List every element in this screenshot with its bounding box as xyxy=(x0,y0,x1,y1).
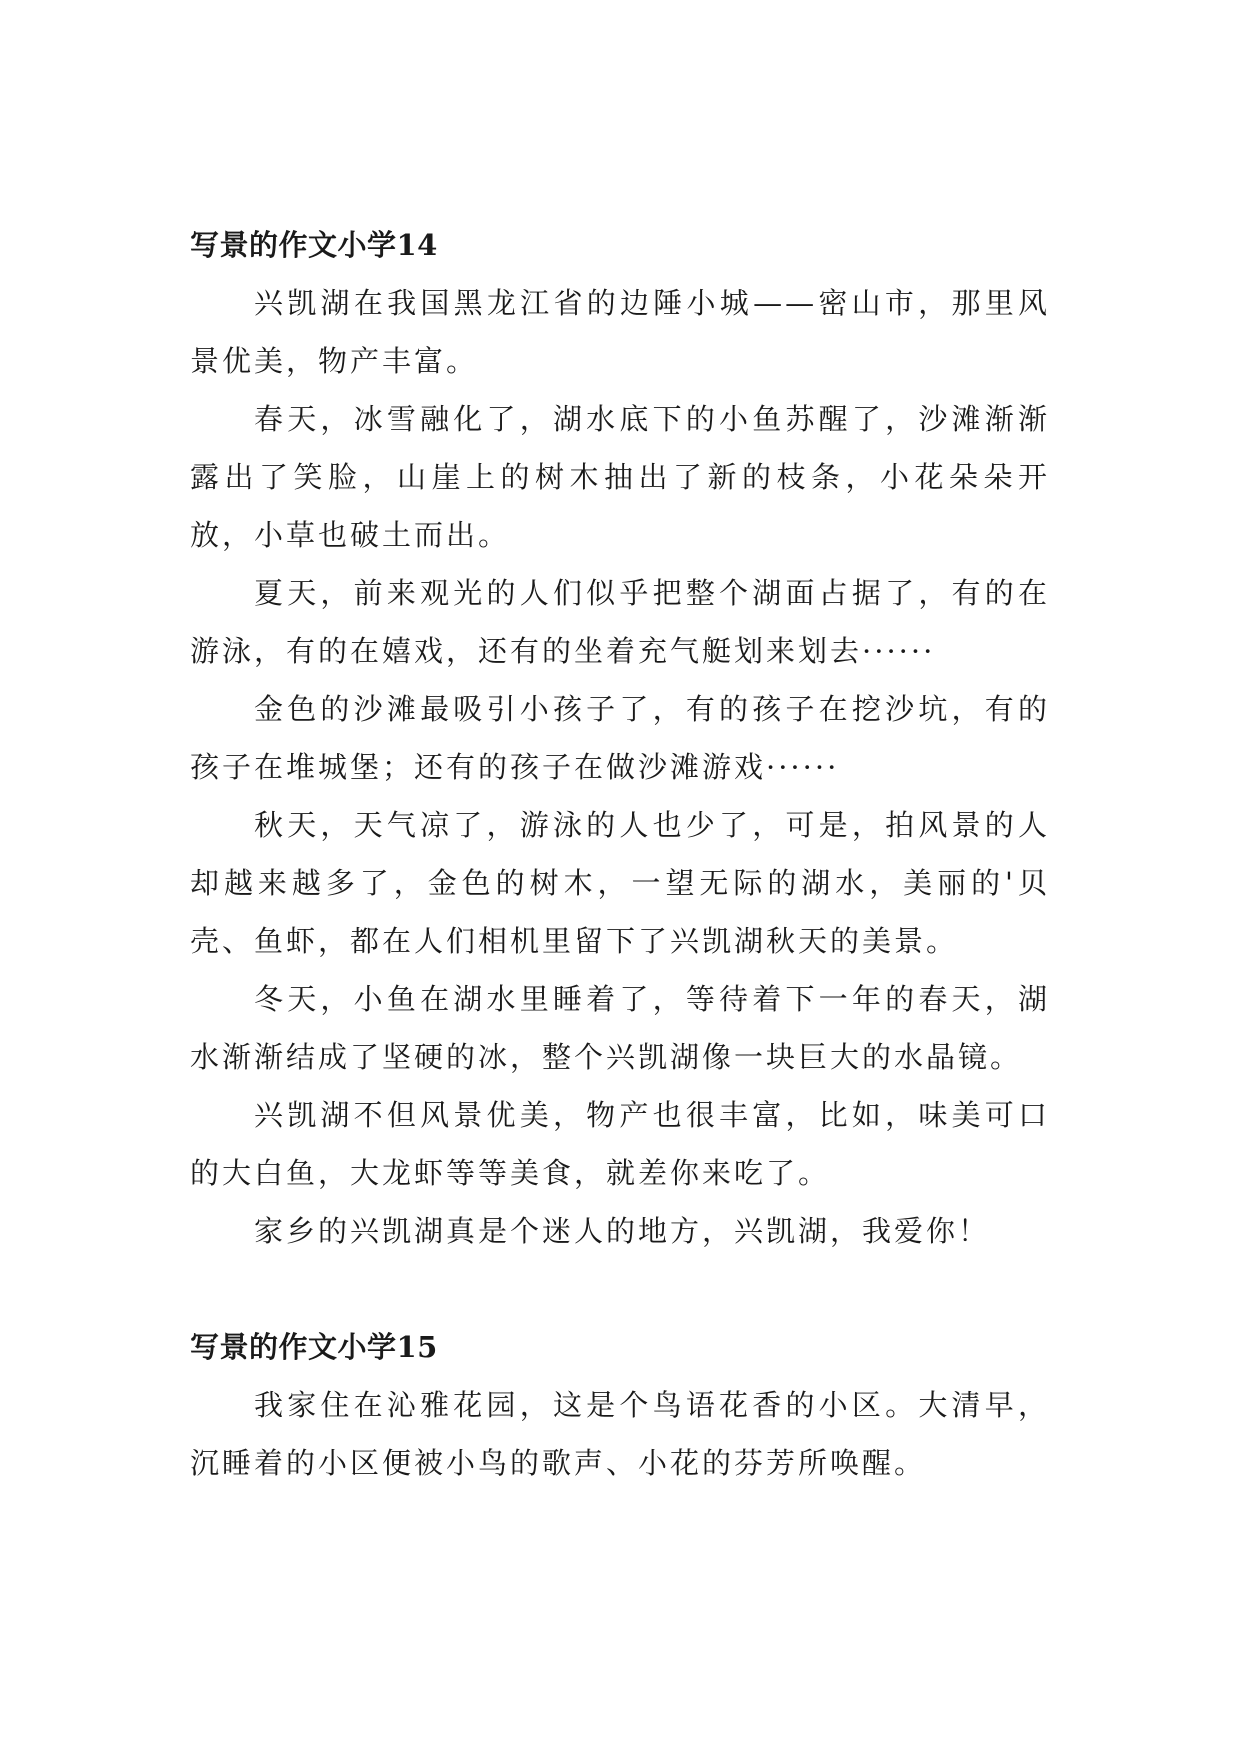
section-spacer xyxy=(190,1260,1050,1318)
section-title: 写景的作文小学15 xyxy=(190,1330,438,1364)
paragraph: 春天，冰雪融化了，湖水底下的小鱼苏醒了，沙滩渐渐露出了笑脸，山崖上的树木抽出了新的枝条，小花朵朵开放，小草也破土而出。 xyxy=(190,402,1050,552)
paragraph: 兴凯湖在我国黑龙江省的边陲小城——密山市，那里风景优美，物产丰富。 xyxy=(190,286,1050,378)
paragraph: 我家住在沁雅花园，这是个鸟语花香的小区。大清早，沉睡着的小区便被小鸟的歌声、小花的芬芳所唤醒。 xyxy=(190,1388,1050,1480)
paragraph: 兴凯湖不但风景优美，物产也很丰富，比如，味美可口的大白鱼，大龙虾等等美食，就差你来吃了。 xyxy=(190,1098,1050,1190)
paragraph: 金色的沙滩最吸引小孩子了，有的孩子在挖沙坑，有的孩子在堆城堡；还有的孩子在做沙滩游戏······ xyxy=(190,692,1050,784)
paragraph: 秋天，天气凉了，游泳的人也少了，可是，拍风景的人却越来越多了，金色的树木，一望无际的湖水，美丽的'贝壳、鱼虾，都在人们相机里留下了兴凯湖秋天的美景。 xyxy=(190,808,1050,958)
paragraph: 夏天，前来观光的人们似乎把整个湖面占据了，有的在游泳，有的在嬉戏，还有的坐着充气艇划来划去······ xyxy=(190,576,1050,668)
paragraph: 冬天，小鱼在湖水里睡着了，等待着下一年的春天，湖水渐渐结成了坚硬的冰，整个兴凯湖像一块巨大的水晶镜。 xyxy=(190,982,1050,1074)
document-body xyxy=(190,216,1050,1492)
section-title: 写景的作文小学14 xyxy=(190,228,438,262)
paragraph: 家乡的兴凯湖真是个迷人的地方，兴凯湖，我爱你！ xyxy=(254,1214,991,1248)
